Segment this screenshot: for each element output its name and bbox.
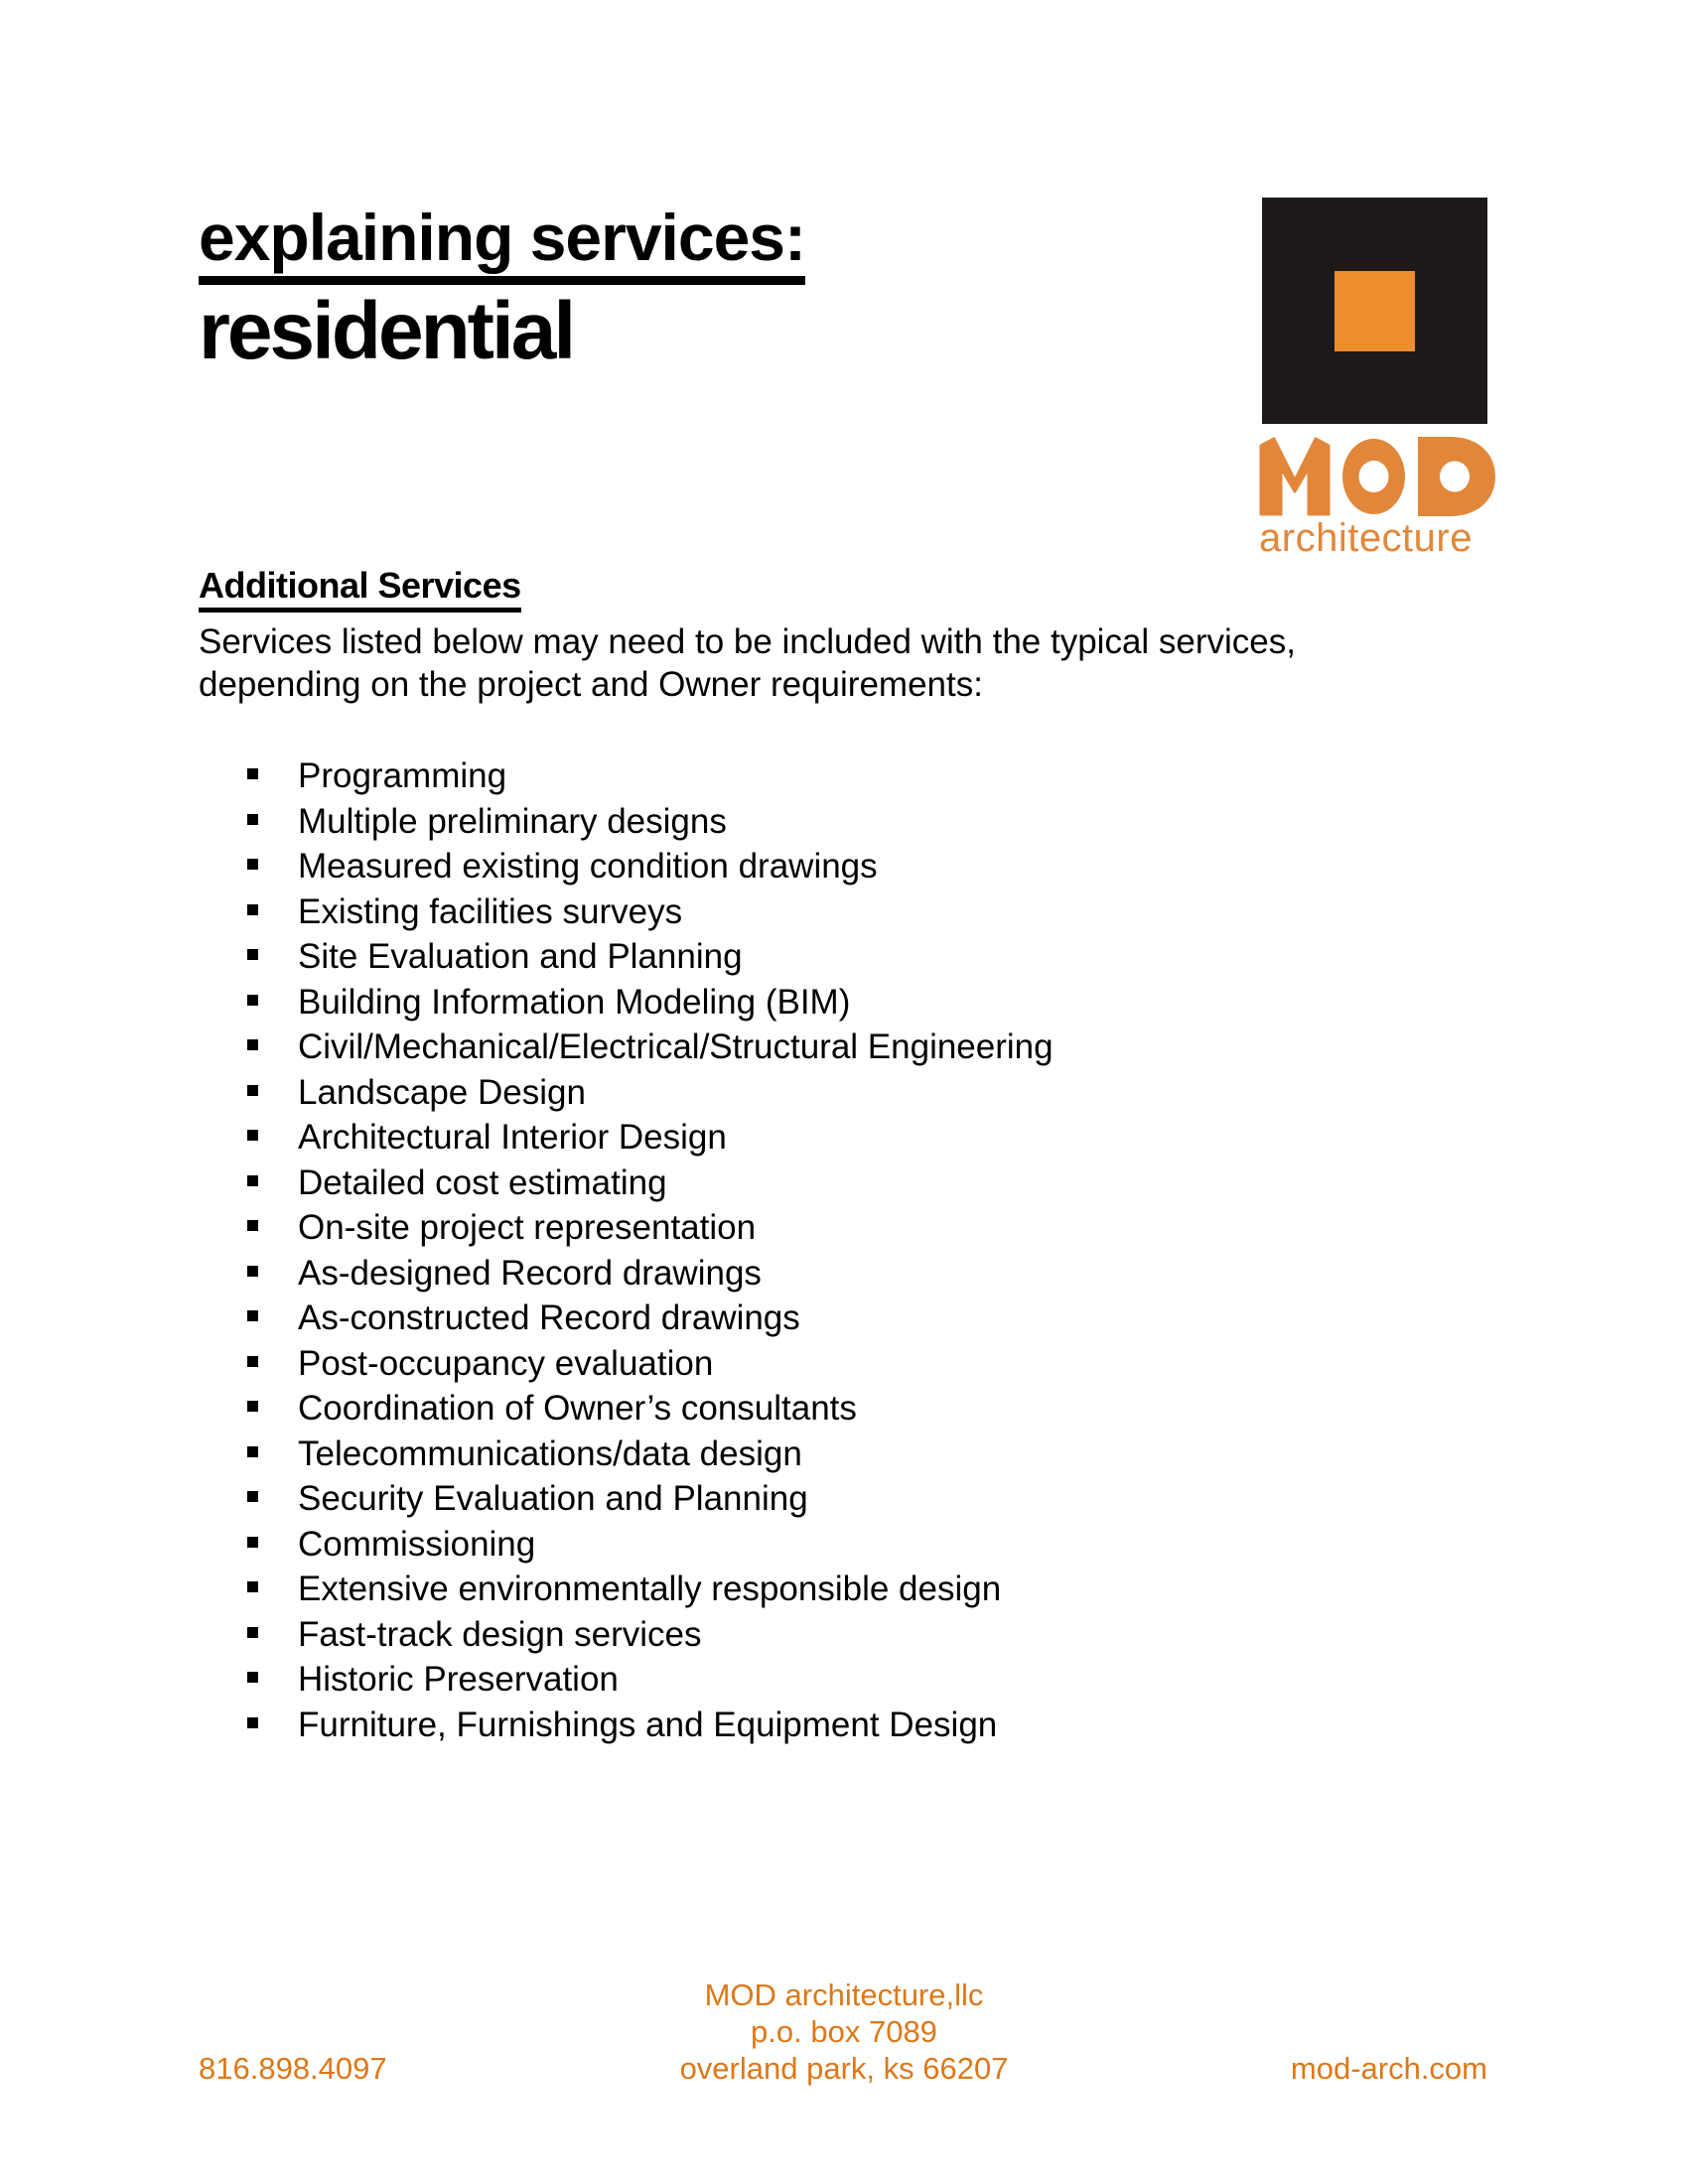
list-item-label: Architectural Interior Design <box>298 1118 727 1158</box>
list-item-label: Building Information Modeling (BIM) <box>298 982 851 1022</box>
list-item-label: Multiple preliminary designs <box>298 801 727 841</box>
square-bullet-icon <box>247 1672 258 1683</box>
square-bullet-icon <box>247 1130 258 1141</box>
list-item <box>199 1070 1509 1116</box>
page-title-line1: explaining services: <box>199 202 805 285</box>
square-bullet-icon <box>247 1627 258 1638</box>
list-item <box>199 1522 1509 1568</box>
list-item-label: Existing facilities surveys <box>298 891 683 931</box>
square-bullet-icon <box>247 1356 258 1367</box>
square-bullet-icon <box>247 949 258 960</box>
logo-orange-square-icon <box>1335 271 1415 351</box>
list-item <box>199 844 1509 889</box>
list-item <box>199 1160 1509 1206</box>
list-item <box>199 1024 1509 1070</box>
square-bullet-icon <box>247 904 258 915</box>
list-item <box>199 1612 1509 1658</box>
section-heading: Additional Services <box>199 566 521 613</box>
list-item-label: Programming <box>298 756 507 796</box>
list-item-label: On-site project representation <box>298 1208 757 1248</box>
page-title-line2: residential <box>199 285 574 376</box>
list-item <box>199 753 1509 799</box>
list-item <box>199 1296 1509 1341</box>
list-item-label: Extensive environmentally responsible design <box>298 1570 1002 1609</box>
footer-phone: 816.898.4097 <box>199 2051 387 2086</box>
list-item <box>199 1476 1509 1522</box>
company-logo <box>1259 198 1500 560</box>
list-item <box>199 889 1509 935</box>
square-bullet-icon <box>247 1491 258 1502</box>
footer-po-box: p.o. box 7089 <box>751 2014 937 2049</box>
list-item <box>199 1703 1509 1748</box>
list-item-label: Fast-track design services <box>298 1614 702 1654</box>
list-item <box>199 1341 1509 1387</box>
list-item-label: Detailed cost estimating <box>298 1162 667 1202</box>
list-item-label: As-constructed Record drawings <box>298 1298 800 1338</box>
list-item-label: Post-occupancy evaluation <box>298 1343 714 1383</box>
list-item <box>199 1386 1509 1432</box>
list-item-label: Commissioning <box>298 1524 536 1564</box>
footer-company: MOD architecture,llc <box>704 1978 984 2012</box>
list-item-label: Site Evaluation and Planning <box>298 937 743 977</box>
mod-wordmark-icon <box>1259 437 1497 516</box>
page-title <box>199 202 805 374</box>
footer-city: overland park, ks 66207 <box>679 2051 1009 2086</box>
square-bullet-icon <box>247 1175 258 1186</box>
list-item <box>199 1567 1509 1612</box>
list-item-label: Telecommunications/data design <box>298 1433 802 1473</box>
list-item-label: Civil/Mechanical/Electrical/Structural Engineering <box>298 1027 1054 1067</box>
square-bullet-icon <box>247 1266 258 1277</box>
logo-black-square <box>1262 198 1487 424</box>
list-item-label: Coordination of Owner’s consultants <box>298 1389 857 1429</box>
square-bullet-icon <box>247 995 258 1006</box>
additional-services-section <box>199 566 1509 1747</box>
section-intro-line1: Services listed below may need to be included with the typical services, <box>199 622 1296 662</box>
square-bullet-icon <box>247 1085 258 1096</box>
list-item <box>199 799 1509 845</box>
service-list <box>199 753 1509 1747</box>
square-bullet-icon <box>247 1401 258 1412</box>
list-item <box>199 1251 1509 1297</box>
list-item <box>199 980 1509 1025</box>
list-item <box>199 1205 1509 1251</box>
square-bullet-icon <box>247 1220 258 1231</box>
list-item <box>199 1657 1509 1703</box>
square-bullet-icon <box>247 859 258 870</box>
list-item-label: Historic Preservation <box>298 1660 619 1700</box>
square-bullet-icon <box>247 1039 258 1050</box>
square-bullet-icon <box>247 768 258 779</box>
logo-tagline: architecture <box>1259 516 1473 560</box>
square-bullet-icon <box>247 814 258 825</box>
list-item-label: Security Evaluation and Planning <box>298 1479 808 1519</box>
list-item-label: Furniture, Furnishings and Equipment Design <box>298 1705 998 1744</box>
list-item-label: Landscape Design <box>298 1072 586 1112</box>
list-item-label: Measured existing condition drawings <box>298 847 878 887</box>
section-intro-line2: depending on the project and Owner requirements: <box>199 665 983 705</box>
list-item <box>199 1432 1509 1477</box>
square-bullet-icon <box>247 1717 258 1728</box>
list-item-label: As-designed Record drawings <box>298 1253 762 1293</box>
square-bullet-icon <box>247 1537 258 1548</box>
list-item <box>199 1115 1509 1160</box>
footer-website: mod-arch.com <box>1290 2051 1487 2086</box>
square-bullet-icon <box>247 1446 258 1457</box>
square-bullet-icon <box>247 1310 258 1321</box>
square-bullet-icon <box>247 1581 258 1592</box>
list-item <box>199 934 1509 980</box>
